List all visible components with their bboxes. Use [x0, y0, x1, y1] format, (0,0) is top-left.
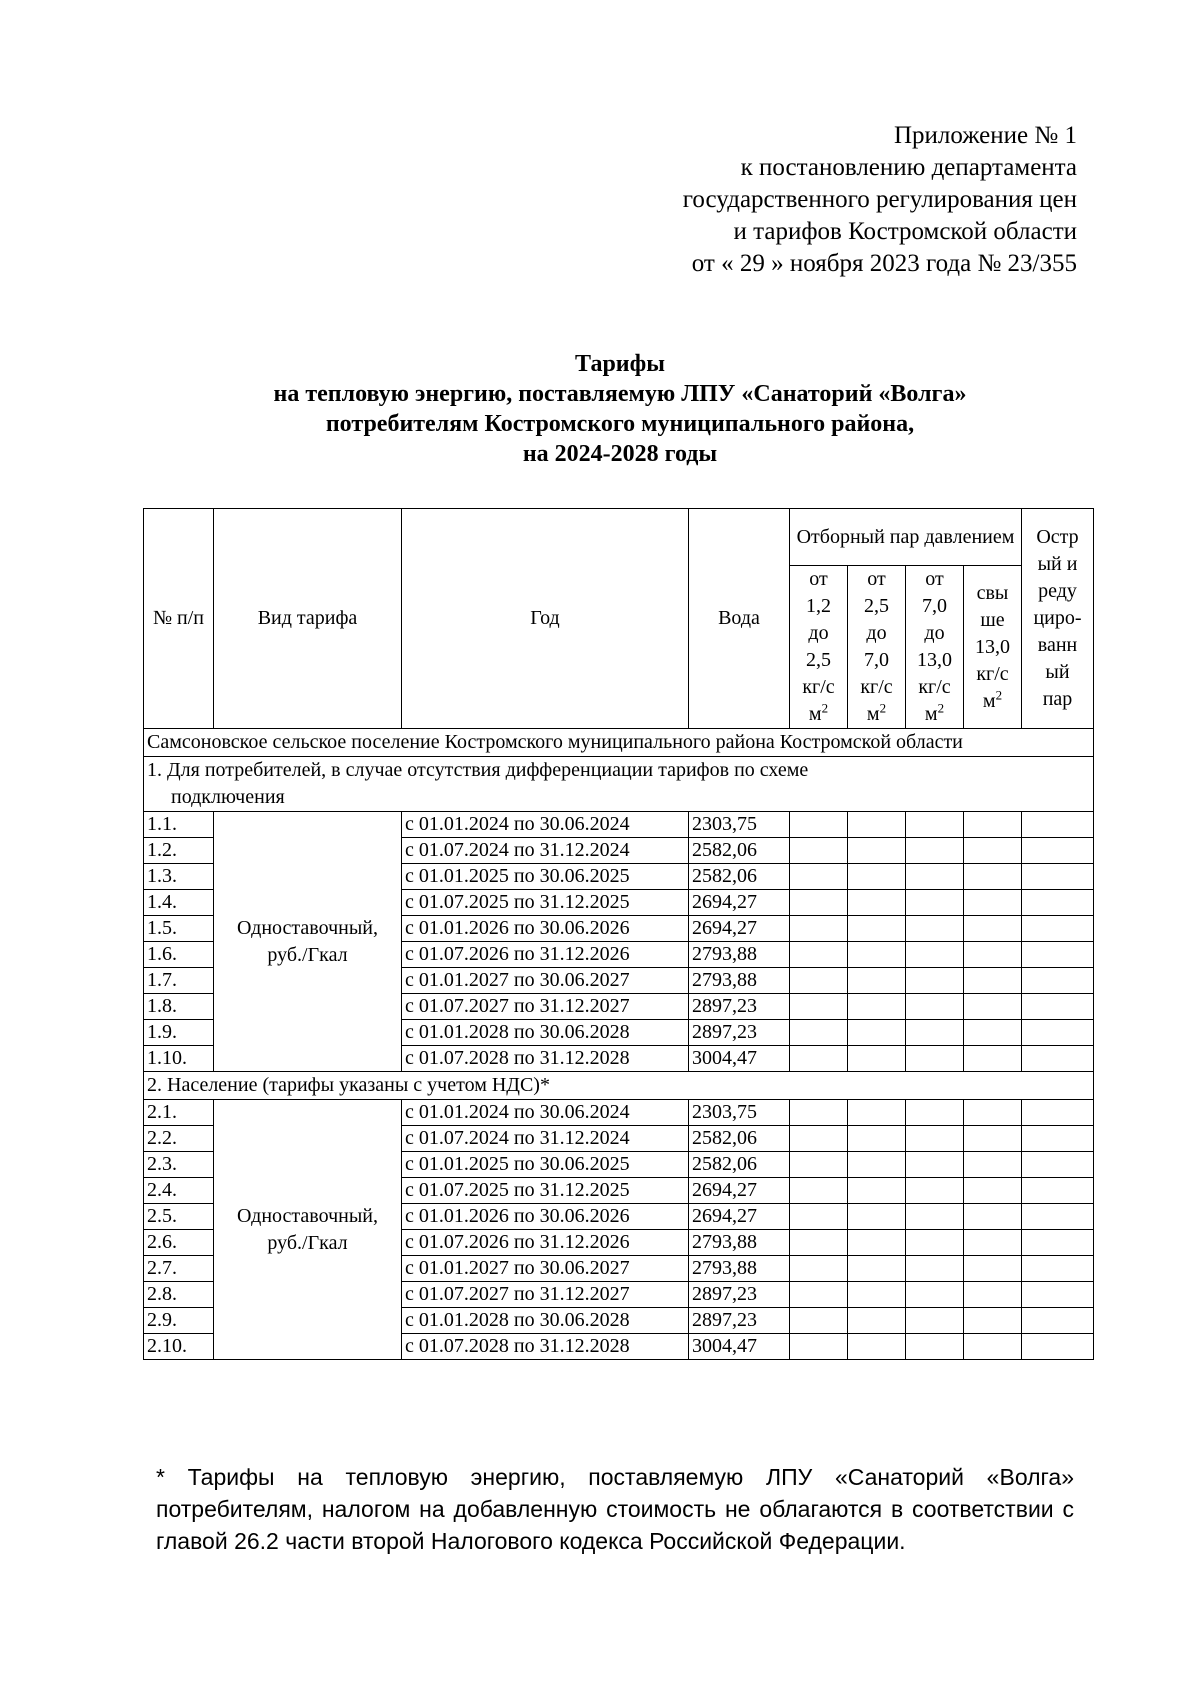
- empty-steam-cell: [964, 1100, 1022, 1126]
- empty-steam-cell: [1022, 1308, 1094, 1334]
- empty-steam-cell: [790, 994, 848, 1020]
- empty-steam-cell: [964, 1334, 1022, 1360]
- table-row: [144, 1100, 1094, 1126]
- header-row: [144, 509, 1094, 566]
- row-number: 1.4.: [144, 890, 214, 916]
- empty-steam-cell: [906, 1256, 964, 1282]
- empty-steam-cell: [848, 864, 906, 890]
- empty-steam-cell: [790, 890, 848, 916]
- empty-steam-cell: [848, 1308, 906, 1334]
- appendix-header: [683, 120, 1077, 280]
- appendix-line: Приложение № 1: [893, 122, 1077, 149]
- row-period: с 01.01.2027 по 30.06.2027: [402, 968, 689, 994]
- row-period: с 01.01.2025 по 30.06.2025: [402, 1152, 689, 1178]
- empty-steam-cell: [790, 1230, 848, 1256]
- header-steam-2: от 2,5 до 7,0 кг/с $м^2$: [848, 566, 906, 729]
- row-water-tariff: 2582,06: [689, 864, 790, 890]
- empty-steam-cell: [964, 968, 1022, 994]
- group1-title-row: [144, 757, 1094, 812]
- empty-steam-cell: [1022, 812, 1094, 838]
- region-row: [144, 729, 1094, 757]
- empty-steam-cell: [848, 916, 906, 942]
- empty-steam-cell: [848, 968, 906, 994]
- empty-steam-cell: [1022, 1334, 1094, 1360]
- empty-steam-cell: [848, 1230, 906, 1256]
- row-water-tariff: 2303,75: [689, 1100, 790, 1126]
- empty-steam-cell: [848, 1100, 906, 1126]
- empty-steam-cell: [964, 1178, 1022, 1204]
- row-number: 2.6.: [144, 1230, 214, 1256]
- empty-steam-cell: [964, 1020, 1022, 1046]
- header-kind: Вид тарифа: [214, 509, 402, 729]
- empty-steam-cell: [848, 994, 906, 1020]
- empty-steam-cell: [906, 1152, 964, 1178]
- footnote: * Тарифы на тепловую энергию, поставляемую ЛПУ «Санаторий «Волга» потребителям, налогом на добавленную стоимость не облагаются в соответствии с главой 26.2 части второй Налогового кодекса Российской Федерации.: [156, 1464, 1074, 1554]
- appendix-line: и тарифов Костромской области: [733, 218, 1077, 245]
- empty-steam-cell: [790, 1152, 848, 1178]
- row-number: 1.6.: [144, 942, 214, 968]
- row-number: 1.8.: [144, 994, 214, 1020]
- group2-title-row: [144, 1072, 1094, 1100]
- empty-steam-cell: [848, 812, 906, 838]
- row-number: 2.5.: [144, 1204, 214, 1230]
- empty-steam-cell: [790, 1126, 848, 1152]
- empty-steam-cell: [964, 838, 1022, 864]
- empty-steam-cell: [790, 942, 848, 968]
- empty-steam-cell: [906, 838, 964, 864]
- empty-steam-cell: [906, 864, 964, 890]
- row-period: с 01.07.2025 по 31.12.2025: [402, 1178, 689, 1204]
- empty-steam-cell: [1022, 942, 1094, 968]
- empty-steam-cell: [1022, 864, 1094, 890]
- row-water-tariff: 2793,88: [689, 942, 790, 968]
- row-period: с 01.07.2025 по 31.12.2025: [402, 890, 689, 916]
- header-steam-3: от 7,0 до 13,0 кг/с $м^2$: [906, 566, 964, 729]
- empty-steam-cell: [906, 1282, 964, 1308]
- row-period: с 01.07.2026 по 31.12.2026: [402, 1230, 689, 1256]
- empty-steam-cell: [790, 1256, 848, 1282]
- title-line: на 2024-2028 годы: [522, 441, 718, 467]
- row-number: 2.1.: [144, 1100, 214, 1126]
- empty-steam-cell: [964, 1308, 1022, 1334]
- row-period: с 01.01.2027 по 30.06.2027: [402, 1256, 689, 1282]
- empty-steam-cell: [906, 1230, 964, 1256]
- empty-steam-cell: [906, 1178, 964, 1204]
- empty-steam-cell: [1022, 916, 1094, 942]
- empty-steam-cell: [1022, 968, 1094, 994]
- row-water-tariff: 2897,23: [689, 994, 790, 1020]
- row-period: с 01.07.2028 по 31.12.2028: [402, 1046, 689, 1072]
- empty-steam-cell: [790, 1204, 848, 1230]
- empty-steam-cell: [848, 1334, 906, 1360]
- row-water-tariff: 2582,06: [689, 838, 790, 864]
- row-water-tariff: 2694,27: [689, 890, 790, 916]
- empty-steam-cell: [790, 1020, 848, 1046]
- empty-steam-cell: [906, 1126, 964, 1152]
- empty-steam-cell: [1022, 994, 1094, 1020]
- empty-steam-cell: [906, 942, 964, 968]
- empty-steam-cell: [790, 1178, 848, 1204]
- empty-steam-cell: [964, 1204, 1022, 1230]
- empty-steam-cell: [1022, 1020, 1094, 1046]
- row-water-tariff: 3004,47: [689, 1334, 790, 1360]
- row-water-tariff: 2582,06: [689, 1152, 790, 1178]
- appendix-line: государственного регулирования цен: [682, 186, 1077, 213]
- header-year: Год: [402, 509, 689, 729]
- empty-steam-cell: [964, 890, 1022, 916]
- row-number: 2.7.: [144, 1256, 214, 1282]
- title-line: на тепловую энергию, поставляемую ЛПУ «Санаторий «Волга»: [273, 381, 967, 407]
- row-water-tariff: 2897,23: [689, 1020, 790, 1046]
- empty-steam-cell: [1022, 838, 1094, 864]
- row-number: 2.3.: [144, 1152, 214, 1178]
- empty-steam-cell: [1022, 1230, 1094, 1256]
- row-number: 1.10.: [144, 1046, 214, 1072]
- row-water-tariff: 2694,27: [689, 1204, 790, 1230]
- empty-steam-cell: [964, 1046, 1022, 1072]
- row-period: с 01.07.2026 по 31.12.2026: [402, 942, 689, 968]
- empty-steam-cell: [964, 1126, 1022, 1152]
- tariffs-table: [143, 508, 1094, 1360]
- row-number: 1.7.: [144, 968, 214, 994]
- row-water-tariff: 2303,75: [689, 812, 790, 838]
- row-number: 2.4.: [144, 1178, 214, 1204]
- row-water-tariff: 2897,23: [689, 1282, 790, 1308]
- header-steam-1: от 1,2 до 2,5 кг/с $м^2$: [790, 566, 848, 729]
- empty-steam-cell: [790, 968, 848, 994]
- row-number: 2.9.: [144, 1308, 214, 1334]
- empty-steam-cell: [1022, 1046, 1094, 1072]
- row-number: 1.3.: [144, 864, 214, 890]
- empty-steam-cell: [790, 1308, 848, 1334]
- table-row: [144, 812, 1094, 838]
- row-water-tariff: 2793,88: [689, 1256, 790, 1282]
- empty-steam-cell: [906, 890, 964, 916]
- title-line: потребителям Костромского муниципального района,: [325, 411, 915, 437]
- row-number: 1.5.: [144, 916, 214, 942]
- empty-steam-cell: [1022, 1126, 1094, 1152]
- empty-steam-cell: [848, 1256, 906, 1282]
- empty-steam-cell: [1022, 1256, 1094, 1282]
- empty-steam-cell: [964, 812, 1022, 838]
- empty-steam-cell: [848, 1204, 906, 1230]
- empty-steam-cell: [1022, 1100, 1094, 1126]
- title-line: Тарифы: [575, 351, 665, 377]
- header-steam-4: свы ше 13,0 кг/с $м^2$: [964, 566, 1022, 729]
- row-period: с 01.01.2025 по 30.06.2025: [402, 864, 689, 890]
- empty-steam-cell: [790, 864, 848, 890]
- tariff-kind: Одноставочный, руб./Гкал: [214, 812, 402, 1072]
- row-period: с 01.01.2026 по 30.06.2026: [402, 1204, 689, 1230]
- row-period: с 01.07.2027 по 31.12.2027: [402, 994, 689, 1020]
- empty-steam-cell: [848, 1178, 906, 1204]
- group2-title: 2. Население (тарифы указаны с учетом НДС)*: [144, 1072, 1094, 1100]
- row-period: с 01.01.2024 по 30.06.2024: [402, 1100, 689, 1126]
- row-water-tariff: 2694,27: [689, 916, 790, 942]
- row-period: с 01.01.2028 по 30.06.2028: [402, 1308, 689, 1334]
- empty-steam-cell: [964, 1282, 1022, 1308]
- empty-steam-cell: [790, 1100, 848, 1126]
- empty-steam-cell: [790, 812, 848, 838]
- empty-steam-cell: [848, 1046, 906, 1072]
- empty-steam-cell: [964, 1230, 1022, 1256]
- row-number: 1.2.: [144, 838, 214, 864]
- header-sharp-steam: Остр ый и реду циро- ванн ый пар: [1022, 509, 1094, 729]
- group1-title: 1. Для потребителей, в случае отсутствия дифференциации тарифов по схеме подключения: [144, 757, 1094, 812]
- row-water-tariff: 2897,23: [689, 1308, 790, 1334]
- row-number: 2.10.: [144, 1334, 214, 1360]
- header-num: № п/п: [144, 509, 214, 729]
- row-period: с 01.07.2027 по 31.12.2027: [402, 1282, 689, 1308]
- appendix-line: к постановлению департамента: [740, 154, 1077, 181]
- row-period: с 01.01.2024 по 30.06.2024: [402, 812, 689, 838]
- empty-steam-cell: [964, 994, 1022, 1020]
- empty-steam-cell: [964, 916, 1022, 942]
- row-water-tariff: 2793,88: [689, 1230, 790, 1256]
- row-period: с 01.07.2024 по 31.12.2024: [402, 1126, 689, 1152]
- document-title: [130, 349, 1110, 469]
- empty-steam-cell: [790, 1334, 848, 1360]
- empty-steam-cell: [848, 942, 906, 968]
- row-water-tariff: 2694,27: [689, 1178, 790, 1204]
- empty-steam-cell: [790, 1046, 848, 1072]
- empty-steam-cell: [1022, 1282, 1094, 1308]
- empty-steam-cell: [906, 812, 964, 838]
- tariff-kind: Одноставочный, руб./Гкал: [214, 1100, 402, 1360]
- row-number: 2.8.: [144, 1282, 214, 1308]
- empty-steam-cell: [848, 1282, 906, 1308]
- row-water-tariff: 2582,06: [689, 1126, 790, 1152]
- empty-steam-cell: [906, 968, 964, 994]
- empty-steam-cell: [848, 1152, 906, 1178]
- empty-steam-cell: [964, 942, 1022, 968]
- empty-steam-cell: [848, 1020, 906, 1046]
- empty-steam-cell: [964, 1256, 1022, 1282]
- empty-steam-cell: [848, 890, 906, 916]
- empty-steam-cell: [906, 1204, 964, 1230]
- row-period: с 01.01.2026 по 30.06.2026: [402, 916, 689, 942]
- row-number: 1.1.: [144, 812, 214, 838]
- empty-steam-cell: [1022, 890, 1094, 916]
- empty-steam-cell: [790, 916, 848, 942]
- appendix-line: от « 29 » ноября 2023 года № 23/355: [691, 250, 1077, 277]
- region-cell: Самсоновское сельское поселение Костромского муниципального района Костромской области: [144, 729, 1094, 757]
- row-period: с 01.01.2028 по 30.06.2028: [402, 1020, 689, 1046]
- row-water-tariff: 3004,47: [689, 1046, 790, 1072]
- empty-steam-cell: [790, 838, 848, 864]
- empty-steam-cell: [1022, 1152, 1094, 1178]
- empty-steam-cell: [906, 1046, 964, 1072]
- empty-steam-cell: [848, 1126, 906, 1152]
- empty-steam-cell: [848, 838, 906, 864]
- row-period: с 01.07.2028 по 31.12.2028: [402, 1334, 689, 1360]
- header-water: Вода: [689, 509, 790, 729]
- empty-steam-cell: [790, 1282, 848, 1308]
- empty-steam-cell: [1022, 1178, 1094, 1204]
- empty-steam-cell: [964, 864, 1022, 890]
- row-period: с 01.07.2024 по 31.12.2024: [402, 838, 689, 864]
- empty-steam-cell: [1022, 1204, 1094, 1230]
- row-water-tariff: 2793,88: [689, 968, 790, 994]
- row-number: 1.9.: [144, 1020, 214, 1046]
- empty-steam-cell: [906, 994, 964, 1020]
- row-number: 2.2.: [144, 1126, 214, 1152]
- header-steam-group: Отборный пар давлением: [790, 509, 1022, 566]
- empty-steam-cell: [906, 916, 964, 942]
- empty-steam-cell: [906, 1020, 964, 1046]
- empty-steam-cell: [964, 1152, 1022, 1178]
- empty-steam-cell: [906, 1100, 964, 1126]
- empty-steam-cell: [906, 1308, 964, 1334]
- empty-steam-cell: [906, 1334, 964, 1360]
